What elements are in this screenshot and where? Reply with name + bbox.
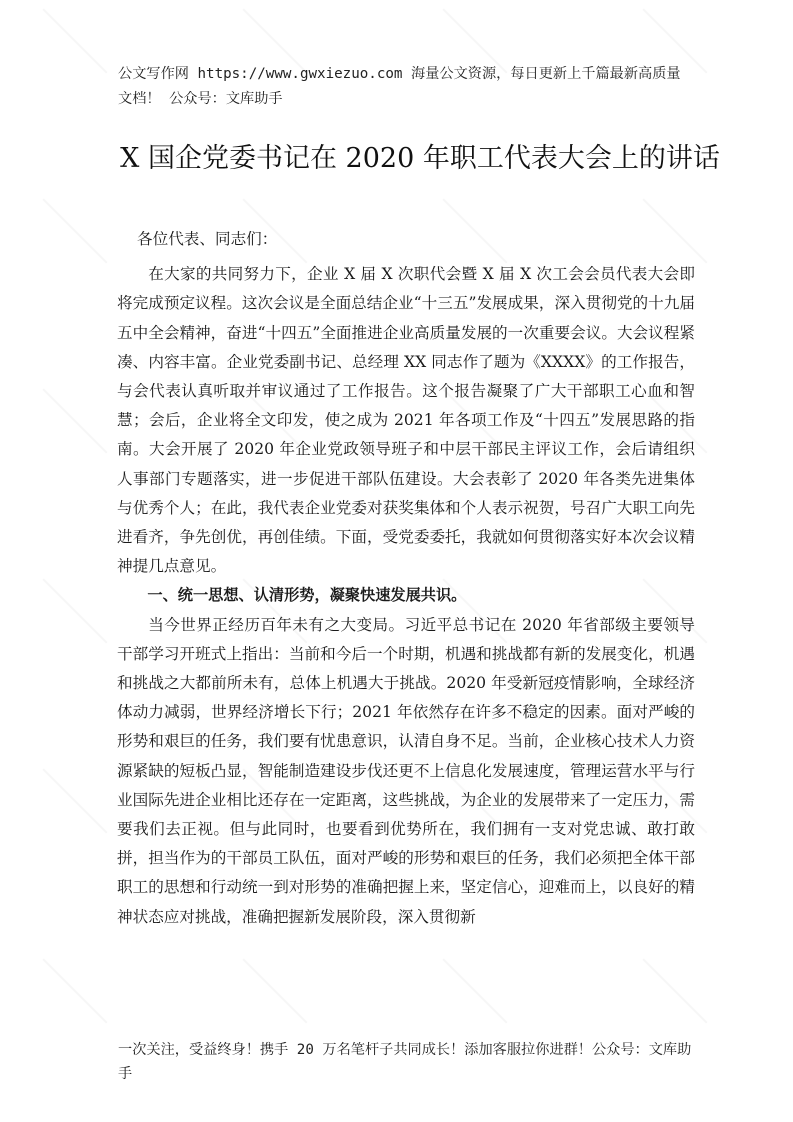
watermark-mark — [42, 578, 107, 643]
watermark-mark — [642, 958, 707, 1023]
document-body — [117, 225, 695, 932]
watermark-mark — [442, 958, 507, 1023]
watermark-mark — [242, 958, 307, 1023]
watermark-mark — [42, 388, 107, 453]
watermark-mark — [42, 768, 107, 833]
salutation: 各位代表、同志们： — [137, 230, 278, 248]
document-title: X 国企党委书记在 2020 年职工代表大会上的讲话 — [120, 143, 720, 174]
paragraph-1: 在大家的共同努力下，企业 X 届 X 次职代会暨 X 届 X 次工会会员代表大会即将完成预定议程。这次会议是全面总结企业“十三五”发展成果，深入贯彻党的十九届五中全会精神，奋进“十四五”全面推进企业高质量发展的一次重要会议。大会议程紧凑、内容丰富。企业党委副书记、总经理 XX 同志作了题为《XXXX》的工作报告，与会代表认真听取并审议通过了工作报告。这个报告凝聚了广大干部职工心血和智慧；会后，企业将全文印发，使之成为 2021 年各项工作及“十四五”发展思路的指南。大会开展了 2020 年企业党政领导班子和中层干部民主评议工作，会后请组织人事部门专题落实，进一步促进干部队伍建设。大会表彰了 2020 年各类先进集体与优秀个人；在此，我代表企业党委对获奖集体和个人表示祝贺，号召广大职工向先进看齐，争先创优，再创佳绩。下面，受党委委托，我就如何贯彻落实好本次会议精神提几点意见。 — [117, 265, 695, 576]
section-heading-1: 一、统一思想、认清形势，凝聚快速发展共识。 — [147, 586, 467, 605]
watermark-mark — [42, 958, 107, 1023]
footer-promo-text: 一次关注，受益终身！携手 20 万名笔杆子共同成长！添加客服拉你进群！公众号：文库助手 — [118, 1042, 692, 1082]
watermark-mark — [42, 8, 107, 73]
header-promo-text: 公文写作网 https://www.gwxiezuo.com 海量公文资源，每日更新上千篇最新高质量文档！ 公众号：文库助手 — [118, 66, 681, 107]
watermark-mark — [42, 198, 107, 263]
section-paragraph-1: 当今世界正经历百年未有之大变局。习近平总书记在 2020 年省部级主要领导干部学习开班式上指出：当前和今后一个时期，机遇和挑战都有新的发展变化，机遇和挑战之大都前所未有，总体上机遇大于挑战。2020 年受新冠疫情影响，全球经济体动力减弱，世界经济增长下行；2021 年依然存在许多不稳定的因素。面对严峻的形势和艰巨的任务，我们要有忧患意识，认清自身不足。当前，企业核心技术人力资源紧缺的短板凸显，智能制造建设步伐还更不上信息化发展速度，管理运营水平与行业国际先进企业相比还存在一定距离，这些挑战，为企业的发展带来了一定压力，需要我们去正视。但与此同时，也要看到优势所在，我们拥有一支对党忠诚、敢打敢拼，担当作为的干部员工队伍，面对严峻的形势和艰巨的任务，我们必须把全体干部职工的思想和行动统一到对形势的准确把握上来，坚定信心，迎难而上，以良好的精神状态应对挑战，准确把握新发展阶段，深入贯彻新 — [117, 615, 695, 926]
